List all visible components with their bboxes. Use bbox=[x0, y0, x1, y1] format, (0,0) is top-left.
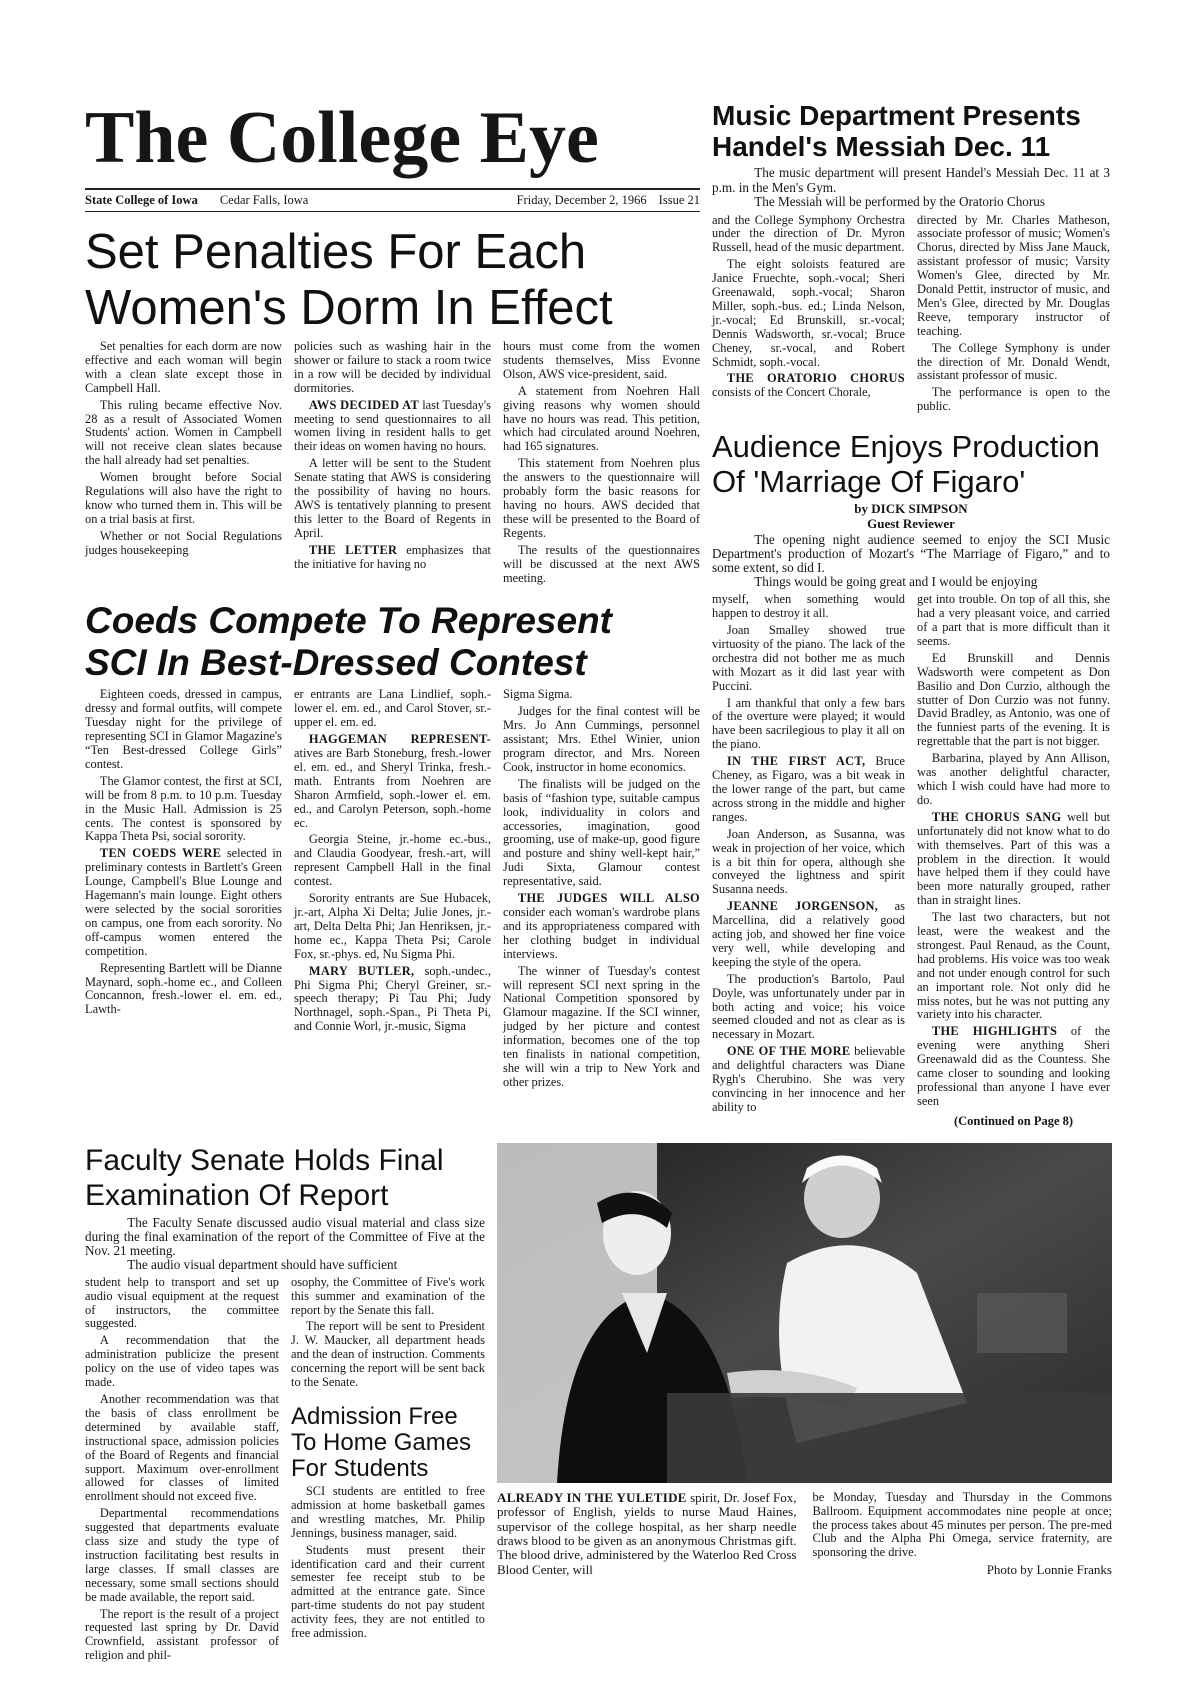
photo-caption bbox=[497, 1491, 797, 1580]
newspaper-nameplate: The College Eye bbox=[85, 97, 599, 179]
paragraph bbox=[917, 1025, 1110, 1108]
paragraph-text: er entrants are Lana Lindlief, soph.-lower el. em. ed., and Carol Stover, sr.-upper el. em. ed. bbox=[294, 687, 491, 730]
paragraph-text: emphasizes that the initiative for having no bbox=[294, 542, 491, 571]
headline-line: Audience Enjoys Production bbox=[712, 429, 1100, 465]
photo-caption bbox=[813, 1491, 1113, 1561]
paragraph-text: Things would be going great and I would be enjoying bbox=[754, 574, 1038, 590]
top-band bbox=[85, 88, 1110, 1129]
headline-line: Faculty Senate Holds Final bbox=[85, 1143, 444, 1177]
paragraph-text: The music department will present Handel's Messiah Dec. 11 at 3 p.m. in the Men's Gym. bbox=[712, 165, 1110, 195]
paragraph-lead-in: ALREADY IN THE YULETIDE bbox=[497, 1489, 687, 1505]
article-coeds bbox=[85, 600, 700, 1092]
paragraph-text: last Tuesday's meeting to send questionnaires to all women living in resident halls to get their ideas on women having no hours. bbox=[294, 397, 491, 454]
paragraph-text: The production's Bartolo, Paul Doyle, was unfortunately under par in both acting and voice; his voice seemed clouded and not as clear as is necessary in Mozart. bbox=[712, 971, 905, 1042]
paragraph-text: The Messiah will be performed by the Oratorio Chorus bbox=[754, 194, 1046, 209]
byline-author: by DICK SIMPSON bbox=[854, 501, 968, 517]
article-column-wrap bbox=[917, 593, 1110, 1129]
paragraph-text: osophy, the Committee of Five's work this summer and examination of the report by the Senate this fall. bbox=[291, 1274, 485, 1317]
article-intro bbox=[712, 166, 1110, 210]
paragraph-text: The report is the result of a project requested last spring by Dr. David Crownfield, assistant professor of religion and phil- bbox=[85, 1606, 279, 1663]
paragraph bbox=[85, 1216, 485, 1258]
paragraph bbox=[291, 1276, 485, 1318]
paragraph bbox=[85, 1334, 279, 1390]
paragraph bbox=[503, 544, 700, 586]
paragraph bbox=[503, 340, 700, 382]
article-figaro bbox=[712, 429, 1110, 1129]
paragraph bbox=[497, 1491, 797, 1577]
paragraph bbox=[917, 214, 1110, 339]
headline-line: Set Penalties For Each bbox=[85, 225, 587, 279]
paragraph-lead-in: HAGGEMAN REPRESENT- bbox=[308, 732, 491, 747]
paragraph-text: Departmental recommendations suggested that departments evaluate class size and study the type of instruction facilitating best results in large classes. If small classes are necessary, some small sections should be made available, the report said. bbox=[85, 1506, 279, 1604]
article-column bbox=[85, 688, 282, 1020]
byline bbox=[712, 501, 1110, 531]
paragraph-lead-in: MARY BUTLER, bbox=[308, 963, 415, 978]
paragraph-text: The Glamor contest, the first at SCI, will be from 8 p.m. to 10 p.m. Tuesday in the Music Hall. Admission is 25 cents. The contest is sponsored by Kappa Theta Psi, social sorority. bbox=[85, 773, 282, 844]
paragraph-text: consider each woman's wardrobe plans and its appropriateness compared with her clothing budget in individual interviews. bbox=[503, 905, 700, 961]
city: Cedar Falls, Iowa bbox=[219, 193, 309, 207]
paragraph-lead-in: THE CHORUS SANG bbox=[931, 809, 1062, 824]
headline-line: Women's Dorm In Effect bbox=[85, 281, 613, 335]
paragraph-text: Representing Bartlett will be Dianne Maynard, soph.-home ec., and Colleen Concannon, fresh.-lower el. em. ed., Lawth- bbox=[85, 960, 282, 1017]
paragraph bbox=[503, 965, 700, 1090]
article-column bbox=[291, 1485, 485, 1641]
headline-line: Music Department Presents bbox=[712, 100, 1081, 131]
article-admission bbox=[291, 1404, 485, 1641]
paragraph bbox=[85, 1276, 279, 1332]
paragraph-text: hours must come from the women students themselves, Miss Evonne Olson, AWS vice-president, said. bbox=[503, 339, 700, 381]
paragraph bbox=[291, 1544, 485, 1641]
paragraph bbox=[85, 847, 282, 958]
paragraph-lead-in: THE LETTER bbox=[308, 542, 398, 557]
paragraph bbox=[712, 258, 905, 369]
paragraph bbox=[294, 457, 491, 540]
article-column bbox=[291, 1276, 485, 1390]
article-column bbox=[85, 340, 282, 561]
paragraph-text: selected in preliminary contests in Bartlett's Green Lounge, Campbell's Blue Lounge and Hagemann's main lounge. Eight others were selected by the social sororities on campus, one from each sorority. No off-campus women entered the competition. bbox=[85, 846, 282, 958]
paragraph bbox=[294, 688, 491, 730]
photo-credit: Photo by Lonnie Franks bbox=[986, 1562, 1112, 1578]
headline-line: Handel's Messiah Dec. 11 bbox=[712, 131, 1051, 162]
right-bottom-section bbox=[497, 1143, 1112, 1580]
paragraph-text: Bruce Cheney, as Figaro, was a bit weak in the lower range of the part, but came across strong in the middle and higher ranges. bbox=[712, 754, 906, 824]
issue-date: Friday, December 2, 1966 bbox=[516, 193, 647, 207]
paragraph-text: The results of the questionnaires will be discussed at the next AWS meeting. bbox=[503, 542, 700, 585]
paragraph bbox=[712, 593, 905, 621]
article-column-wrap bbox=[291, 1276, 485, 1644]
paragraph bbox=[712, 166, 1110, 195]
headline-admission bbox=[291, 1404, 485, 1482]
article-columns bbox=[85, 688, 700, 1092]
article-column bbox=[712, 214, 905, 404]
paragraph bbox=[712, 697, 905, 753]
paragraph-lead-in: TEN COEDS WERE bbox=[99, 846, 222, 861]
headline-line: Admission Free bbox=[291, 1402, 458, 1430]
article-column bbox=[503, 688, 700, 1092]
headline-line: For Students bbox=[291, 1454, 429, 1482]
paragraph-text: myself, when something would happen to destroy it all. bbox=[712, 592, 905, 621]
paragraph-text: soph.-undec., Phi Sigma Phi; Cheryl Greiner, sr.-speech therapy; Pi Tau Phi; Judy Northnagel, soph.-Span., Pi Theta Pi, and Connie Worl, jr.-music, Sigma bbox=[294, 963, 491, 1034]
paragraph-text: believable and delightful characters was Diane Rygh's Cherubino. She was very convincing in her innocence and her ability to bbox=[712, 1044, 905, 1114]
headline-line: Of 'Marriage Of Figaro' bbox=[712, 464, 1026, 500]
paragraph-text: Georgia Steine, jr.-home ec.-bus., and Claudia Goodyear, fresh.-art, will represent Campbell Hall in the final contest. bbox=[294, 832, 491, 889]
headline-penalties bbox=[85, 224, 700, 336]
paragraph bbox=[85, 1393, 279, 1504]
issue-number: Issue 21 bbox=[658, 193, 700, 207]
paragraph-lead-in: JEANNE JORGENSON, bbox=[726, 899, 879, 914]
paragraph bbox=[85, 775, 282, 845]
headline-line: Examination Of Report bbox=[85, 1178, 389, 1212]
paragraph bbox=[917, 342, 1110, 384]
paragraph-text: Another recommendation was that the basis of class enrollment be determined by available staff, instructional space, admission policies of the Board of Regents and financial support. Maximum over-enrollment allowed for classes of limited enrollment should not exceed five. bbox=[85, 1391, 279, 1504]
paragraph-text: Sorority entrants are Sue Hubacek, jr.-art, Alpha Xi Delta; Julie Jones, jr.-art, Delta Delta Phi; Jan Henriksen, jr.-home ec., Kappa Theta Psi; Carole Fox, sr.-phys. ed, Nu Sigma Phi. bbox=[294, 891, 491, 961]
paragraph bbox=[294, 965, 491, 1035]
paragraph-text: The performance is open to the public. bbox=[917, 385, 1110, 414]
paragraph-text: of the evening were anything Sheri Greenawald did as the Countess. She came closer to sounding and looking professional than anyone I have ever seen bbox=[917, 1024, 1111, 1108]
paragraph bbox=[294, 892, 491, 962]
caption-columns bbox=[497, 1491, 1112, 1580]
paragraph bbox=[294, 544, 491, 572]
headline-line: SCI In Best-Dressed Contest bbox=[85, 642, 587, 684]
article-column bbox=[294, 688, 491, 1037]
paragraph-text: get into trouble. On top of all this, she had a very pleasant voice, and carried of a part that is more difficult than it seems. bbox=[917, 592, 1110, 648]
paragraph bbox=[503, 892, 700, 962]
paragraph bbox=[85, 1258, 485, 1272]
paragraph bbox=[917, 752, 1110, 808]
paragraph bbox=[503, 705, 700, 775]
paragraph bbox=[85, 399, 282, 469]
paragraph-text: consists of the Concert Chorale, bbox=[712, 385, 871, 400]
headline-line: To Home Games bbox=[291, 1428, 472, 1456]
paragraph-text: Students must present their identification card and their current semester fee receipt stub to be admitted at the entrance gate. Since part-time students do not pay student activity fees, they are not entitled to free admission. bbox=[291, 1542, 485, 1641]
paragraph-text: as Marcellina, did a relatively good acting job, and showed her fine voice very well, while developing and keeping the style of the opera. bbox=[712, 899, 905, 969]
paragraph-text: well but unfortunately did not know what to do with themselves. Part of this was a problem in the direction. It would have helped them if they could have been more naturally grouped, rather than in straight lines. bbox=[917, 809, 1110, 908]
paragraph-text: and the College Symphony Orchestra under the direction of Dr. Myron Russell, head of the music department. bbox=[712, 212, 905, 255]
paragraph bbox=[712, 575, 1110, 589]
paragraph-text: Set penalties for each dorm are now effective and each woman will begin with a clean slate except those in Campbell Hall. bbox=[85, 339, 282, 395]
paragraph-lead-in: THE HIGHLIGHTS bbox=[931, 1024, 1058, 1039]
paragraph bbox=[813, 1491, 1113, 1561]
article-column bbox=[294, 340, 491, 575]
paragraph bbox=[85, 1507, 279, 1604]
paragraph-text: Joan Anderson, as Susanna, was weak in projection of her voice, which is a bit thin for opera, although she conveyed the lightness and spirit Susanna needs. bbox=[712, 826, 905, 897]
paragraph bbox=[917, 911, 1110, 1022]
left-top-section bbox=[85, 88, 700, 1093]
paragraph bbox=[294, 340, 491, 396]
byline-role: Guest Reviewer bbox=[867, 516, 955, 532]
paragraph-text: Women brought before Social Regulations will also have the right to know who turned them in. This will be on a trial basis at first. bbox=[85, 470, 282, 526]
paragraph-text: This ruling became effective Nov. 28 as a result of Associated Women Students' action. Women in Campbell will not receive clean slates because the hall already had set penalties. bbox=[85, 397, 282, 468]
article-column bbox=[85, 1276, 279, 1666]
paragraph-text: directed by Mr. Charles Matheson, associate professor of music; Women's Chorus, directed by Miss Jane Mauck, assistant professor of music; Varsity Women's Glee, directed by Mr. Donald Pettit, instructor of music, and Men's Glee, directed by Mr. Douglas Reeve, temporary instructor of teaching. bbox=[917, 212, 1110, 338]
paragraph-text: student help to transport and set up audio visual equipment at the request of instructors, the committee suggested. bbox=[85, 1274, 279, 1331]
paragraph bbox=[291, 1485, 485, 1541]
paragraph bbox=[85, 1608, 279, 1664]
paragraph-text: Sigma Sigma. bbox=[503, 687, 573, 702]
paragraph-text: Whether or not Social Regulations judges housekeeping bbox=[85, 528, 282, 557]
paragraph-text: The winner of Tuesday's contest will represent SCI next spring in the National Competition sponsored by Glamour magazine. If the SCI winner, judged by her picture and contest information, becomes one of the top ten finalists in national competition, she will win a trip to New York and other prizes. bbox=[503, 963, 700, 1089]
article-intro bbox=[85, 1216, 485, 1272]
paragraph-text: be Monday, Tuesday and Thursday in the Commons Ballroom. Equipment accommodates nine people at once; the process takes about 45 minutes per person. The pre-med Club and the Alpha Phi Omega, service fraternity, are sponsoring the drive. bbox=[812, 1489, 1112, 1560]
paragraph bbox=[85, 340, 282, 396]
paragraph-text: SCI students are entitled to free admission at home basketball games and wrestling matches, Mr. Philip Jennings, business manager, said. bbox=[291, 1483, 485, 1540]
article-columns bbox=[85, 340, 700, 588]
article-columns bbox=[85, 1276, 485, 1666]
paragraph-text: Barbarina, played by Ann Allison, was another delightful character, which I wish could have had more to do. bbox=[917, 751, 1110, 807]
paragraph-text: The opening night audience seemed to enjoy the SCI Music Department's production of Mozart's “The Marriage of Figaro,” and to some extent, so did I. bbox=[712, 532, 1110, 576]
article-columns bbox=[712, 593, 1110, 1129]
paragraph bbox=[712, 973, 905, 1043]
paragraph bbox=[712, 533, 1110, 575]
paragraph bbox=[917, 652, 1110, 749]
paragraph-text: Judges for the final contest will be Mrs. Jo Ann Cummings, personnel assistant; Mrs. Ethel Winier, union program director, and Mrs. Noreen Cook, instructor in home economics. bbox=[503, 704, 700, 774]
news-photo bbox=[497, 1143, 1112, 1483]
paragraph bbox=[917, 386, 1110, 414]
paragraph bbox=[712, 828, 905, 898]
article-columns bbox=[712, 214, 1110, 418]
paragraph-lead-in: AWS DECIDED AT bbox=[308, 397, 420, 412]
paragraph-lead-in: THE JUDGES WILL ALSO bbox=[517, 891, 700, 906]
paragraph bbox=[503, 778, 700, 889]
paragraph-text: I am thankful that only a few bars of the overture were played; it would have been sacrilegious to play it all on the piano. bbox=[712, 695, 905, 752]
paragraph bbox=[917, 811, 1110, 908]
article-column bbox=[503, 340, 700, 588]
paragraph-text: The audio visual department should have sufficient bbox=[127, 1256, 398, 1272]
paragraph-text: This statement from Noehren plus the answers to the questionnaire will probably form the basic reasons for having no hours. AWS decided that these will be presented to the Board of Regents. bbox=[503, 456, 700, 540]
paragraph-text: Joan Smalley showed true virtuosity of the piano. The lack of the orchestra did not bother me as much with Mozart as it did last year with Puccini. bbox=[712, 623, 905, 693]
paragraph bbox=[291, 1320, 485, 1390]
headline-messiah bbox=[712, 100, 1110, 162]
article-column bbox=[712, 593, 905, 1118]
paragraph-lead-in: IN THE FIRST ACT, bbox=[726, 754, 866, 769]
paragraph-text: The last two characters, but not least, were the weakest and the strongest. Paul Renaud, as the Count, had problems. His voice was too weak and not under enough control for such an important role. Not only did he miss notes, but he was not putting any variety into his character. bbox=[917, 910, 1110, 1022]
paragraph bbox=[712, 372, 905, 400]
paragraph bbox=[503, 385, 700, 455]
headline-line: Coeds Compete To Represent bbox=[85, 600, 612, 642]
paragraph-lead-in: ONE OF THE MORE bbox=[726, 1044, 851, 1059]
caption-column-wrap bbox=[813, 1491, 1113, 1578]
paragraph-text: Ed Brunskill and Dennis Wadsworth were competent as Don Basilio and Don Curzio, although the stutter of Don Curzio was not funny. David Bradley, as Antonio, was one of the funniest parts of the evening. It is regrettable that the part is not bigger. bbox=[917, 650, 1110, 749]
paragraph bbox=[294, 399, 491, 455]
paragraph bbox=[712, 1045, 905, 1115]
school-name: State College of Iowa bbox=[85, 193, 198, 207]
right-top-section bbox=[712, 88, 1110, 1129]
paragraph bbox=[503, 457, 700, 540]
bottom-band bbox=[85, 1143, 1110, 1666]
paragraph-text: The report will be sent to President J. W. Maucker, all department heads and the dean of instruction. Comments concerning the report will be sent back to the Senate. bbox=[291, 1319, 485, 1390]
paragraph-text: The finalists will be judged on the basis of “fashion type, suitable campus look, individuality in colors and accessories, imagination, good grooming, use of make-up, good figure and posture and shiny well-kept hair,” Judi Sixta, Glamour contest representative, said. bbox=[503, 776, 700, 889]
paragraph-lead-in: THE ORATORIO CHORUS bbox=[726, 371, 905, 386]
paragraph bbox=[85, 962, 282, 1018]
paragraph-text: The eight soloists featured are Janice Fruechte, soph.-vocal; Sheri Greenawald, soph.-vocal; Sharon Miller, soph.-bus. ed.; Linda Nelson, jr.-vocal; Ed Brunskill, sr.-vocal; Dennis Wadsworth, sr.-vocal; Bruce Cheney, sr.-vocal, and Robert Schmidt, soph.-vocal. bbox=[712, 257, 905, 369]
paragraph bbox=[294, 733, 491, 830]
article-intro bbox=[712, 533, 1110, 589]
paragraph bbox=[712, 214, 905, 256]
paragraph bbox=[712, 900, 905, 970]
paragraph bbox=[85, 471, 282, 527]
article-column bbox=[917, 593, 1110, 1109]
paragraph-text: spirit, Dr. Josef Fox, professor of English, yields to nurse Maud Haines, supervisor of the college hospital, as her sharp needle draws blood to be given as an anonymous Christmas gift. The blood drive, administered by the Waterloo Red Cross Blood Center, will bbox=[497, 1489, 797, 1577]
paragraph-text: atives are Barb Stoneburg, fresh.-lower el. em. ed., and Sheryl Trinka, fresh.-math. Entrants from Noehren are Sharon Armfield, soph.-lower el. em. ed., and Carolyn Peterson, soph.-home ec. bbox=[294, 746, 491, 830]
article-messiah bbox=[712, 100, 1110, 417]
blood-drive-photo bbox=[497, 1143, 1112, 1483]
headline-coeds bbox=[85, 600, 700, 684]
paragraph-text: The College Symphony is under the direction of Mr. Donald Wendt, assistant professor of music. bbox=[917, 340, 1110, 383]
paragraph-text: policies such as washing hair in the shower or failure to stack a room twice in a row will be decided by individual dormitories. bbox=[294, 339, 491, 395]
article-column bbox=[917, 214, 1110, 418]
table bbox=[667, 1393, 1112, 1483]
paragraph bbox=[503, 688, 700, 702]
paragraph-text: A recommendation that the administration publicize the present policy on the use of video tapes was made. bbox=[85, 1333, 279, 1390]
divider bbox=[85, 211, 700, 212]
article-faculty bbox=[85, 1143, 485, 1666]
left-bottom-section bbox=[85, 1143, 485, 1666]
paragraph bbox=[917, 593, 1110, 649]
paragraph bbox=[294, 833, 491, 889]
paragraph-text: The Faculty Senate discussed audio visual material and class size during the final examination of the report of the Committee of Five at the Nov. 21 meeting. bbox=[85, 1214, 485, 1258]
headline-faculty bbox=[85, 1143, 485, 1213]
paragraph bbox=[85, 688, 282, 771]
paragraph-text: A letter will be sent to the Student Senate stating that AWS is considering the possibility of having no hours. AWS is tentatively planning to present this letter to the Board of Regents in April. bbox=[294, 456, 491, 540]
paragraph bbox=[712, 195, 1110, 210]
paragraph-text: A statement from Noehren Hall giving reasons why women should have no hours was read. This petition, which had circulated around Noehren, had 165 signatures. bbox=[503, 383, 700, 454]
headline-figaro bbox=[712, 429, 1110, 499]
paragraph bbox=[712, 755, 905, 825]
paragraph bbox=[712, 624, 905, 694]
continued-on-page[interactable]: (Continued on Page 8) bbox=[953, 1113, 1074, 1128]
paragraph bbox=[85, 530, 282, 558]
paragraph-text: Eighteen coeds, dressed in campus, dressy and formal outfits, will compete Tuesday night for the privilege of representing SCI in Glamor Magazine's “Ten Best-dressed College Girls” contest. bbox=[85, 687, 282, 771]
article-penalties bbox=[85, 224, 700, 588]
dateline bbox=[85, 190, 700, 211]
